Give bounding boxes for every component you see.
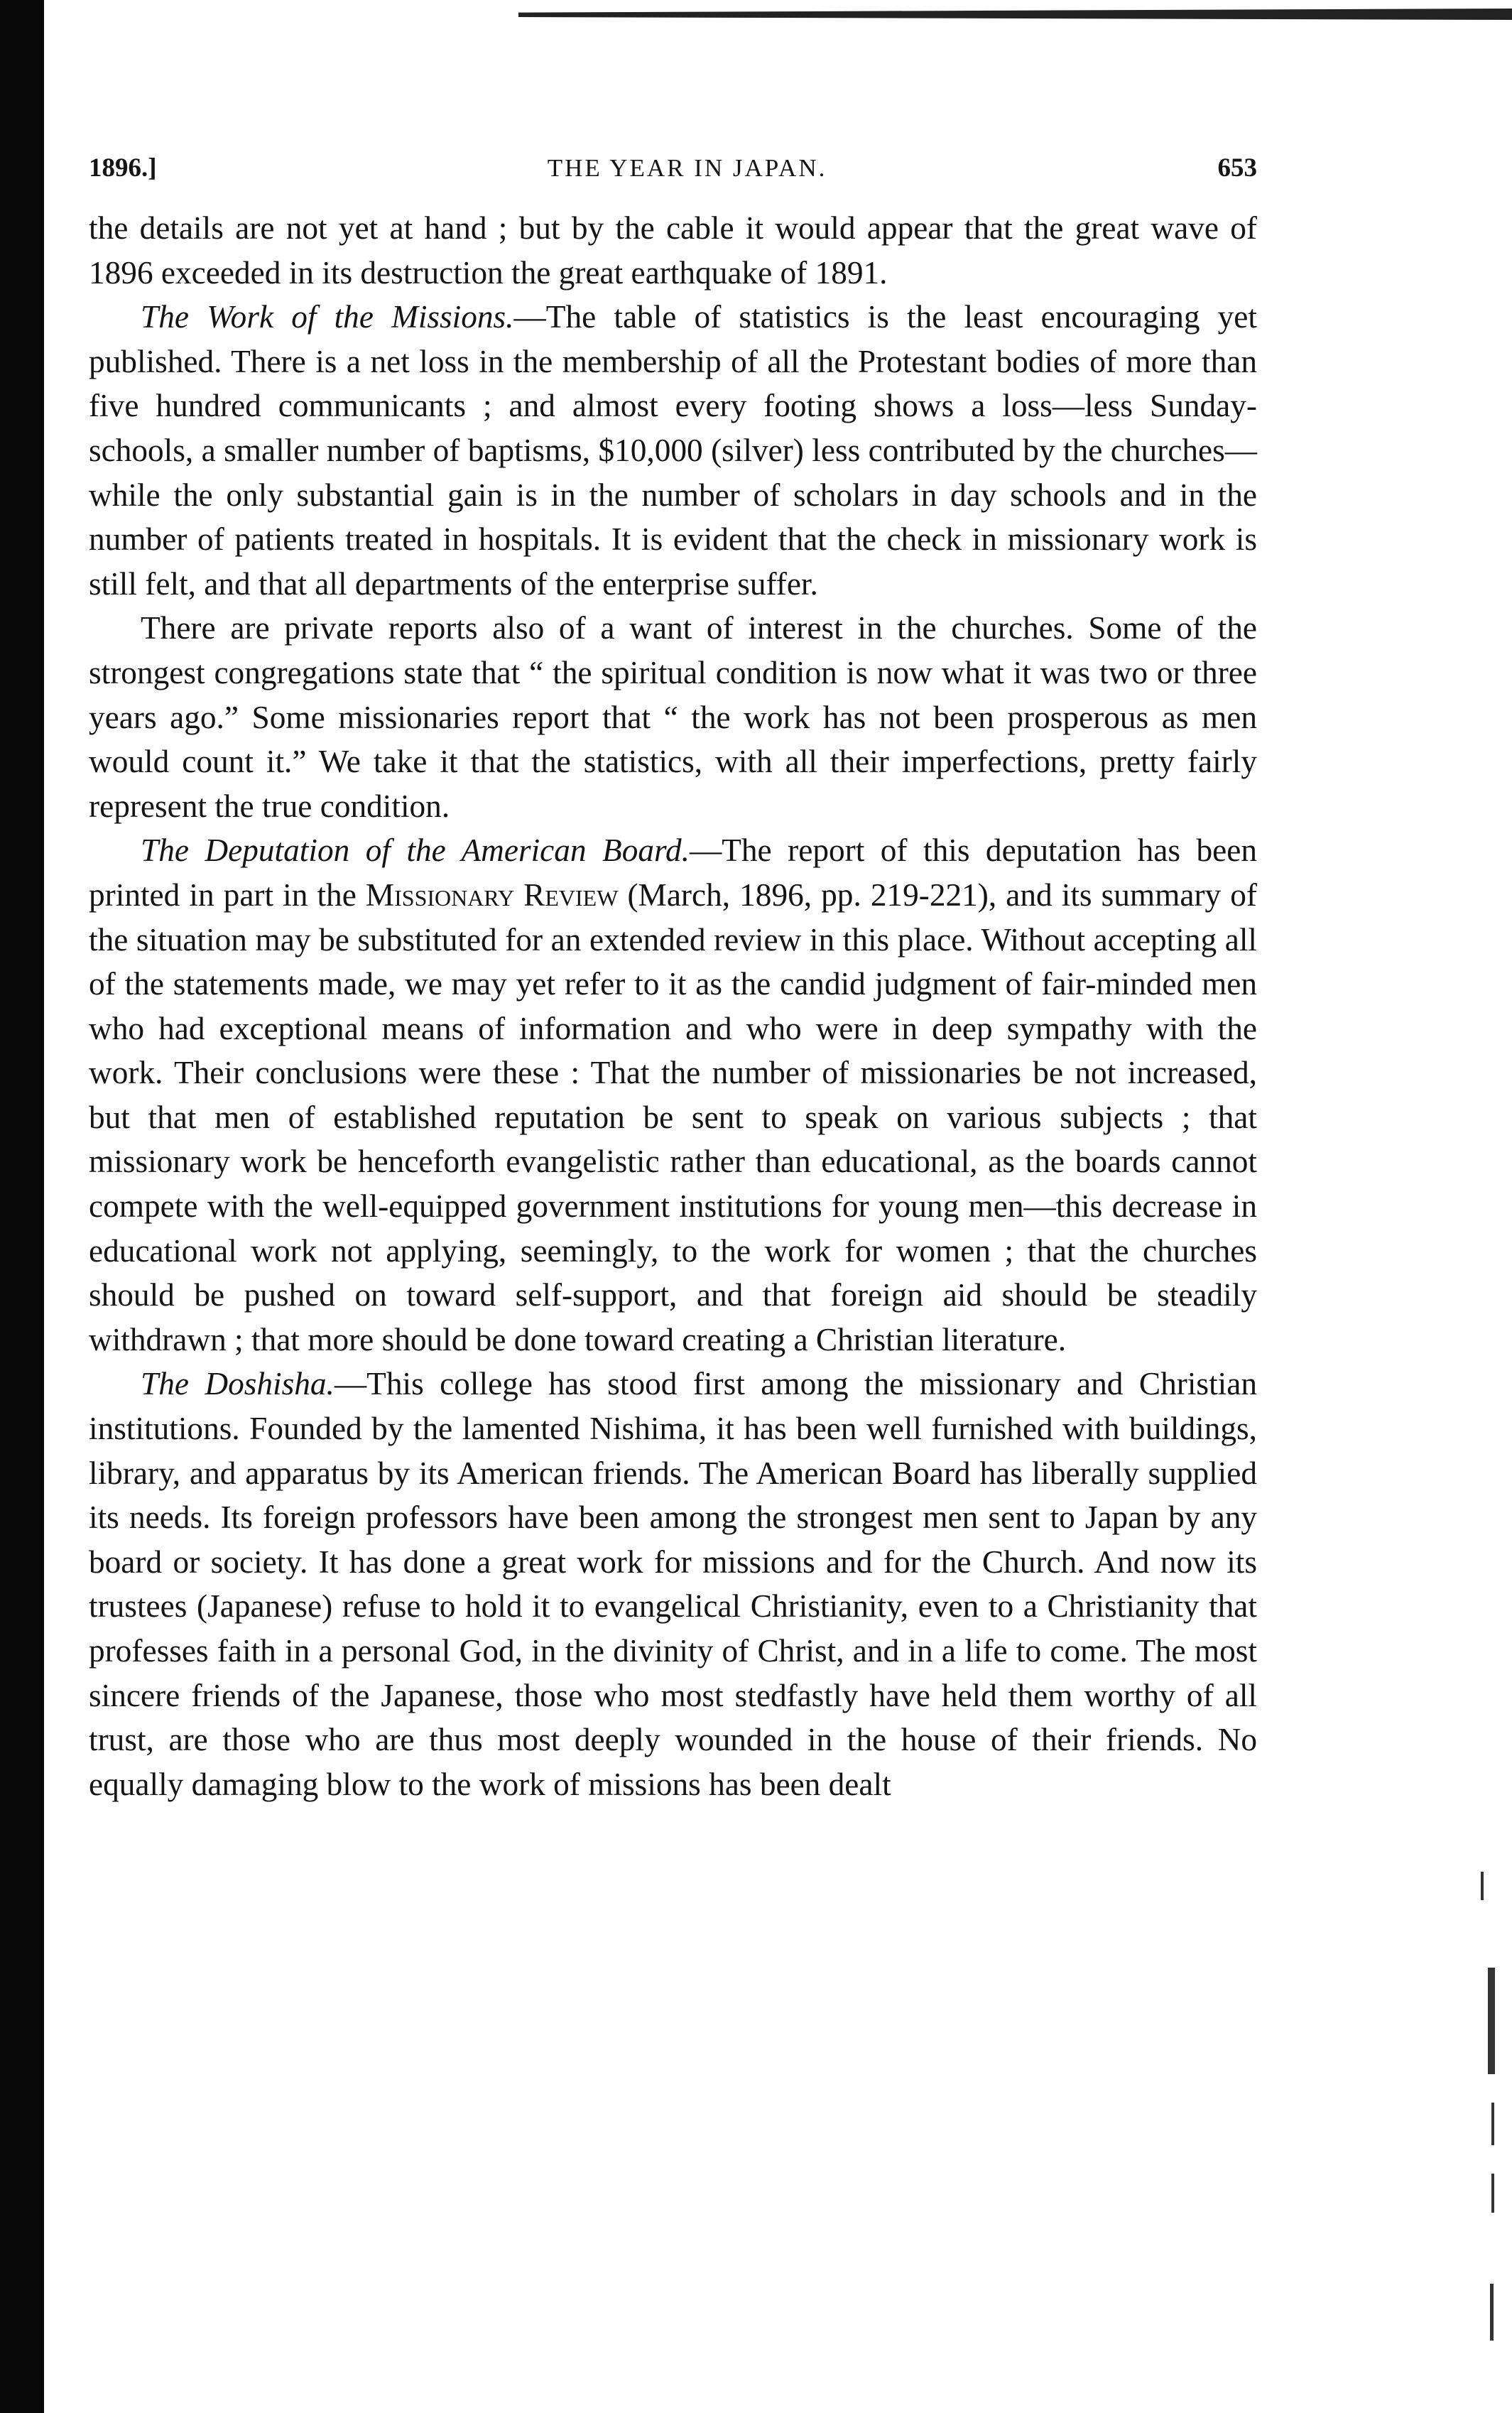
document-page: [89, 153, 1257, 1806]
section-heading: The Doshisha.: [141, 1366, 335, 1402]
header-year: 1896.]: [89, 153, 157, 183]
page-number: 653: [1217, 153, 1257, 183]
paragraph-text: —The report of this deputation has been printed in part in the: [89, 833, 1258, 913]
body-text: [89, 206, 1257, 1806]
paragraph-text: —This college has stood first among the missionary and Christian institutions. Founded by the lamented Nishima, it has been well furnished with buildings, library, and apparatus by its American friends. The American Board has liberally supplied its needs. Its foreign professors have been among the strongest men sent to Japan by any board or society. It has done a great work for missions and for the Church. And now its trustees (Japanese) refuse to hold it to evangelical Christianity, even to a Christianity that professes faith in a personal God, in the divinity of Christ, and in a life to come. The most sincere friends of the Japanese, those who most stedfastly have held them worthy of all trust, are those who are thus most deeply wounded in the house of their friends. No equally damaging blow to the work of missions has been dealt: [89, 1366, 1257, 1802]
paragraph-deputation: [89, 828, 1257, 1362]
margin-mark: [1481, 1872, 1484, 1900]
paragraph-text: —The table of statistics is the least encouraging yet published. There is a net loss in the membership of all the Protestant bodies of more than five hundred communicants ; and almost every footing shows a loss—less Sunday-schools, a smaller number of baptisms, $10,000 (silver) less contributed by the churches—while the only substantial gain is in the number of scholars in day schools and in the number of patients treated in hospitals. It is evident that the check in missionary work is still felt, and that all departments of the enterprise suffer.: [89, 299, 1257, 602]
paragraph-text: There are private reports also of a want of interest in the churches. Some of the strongest congregations state that “ the spiritual condition is now what it was two or three years ago.” Some missionaries report that “ the work has not been prosperous as men would count it.” We take it that the statistics, with all their imperfections, pretty fairly represent the true condition.: [89, 610, 1257, 824]
margin-mark: [1488, 1968, 1495, 2074]
paragraph-private-reports: [89, 606, 1257, 828]
margin-mark: [1491, 2174, 1494, 2213]
section-heading: The Deputation of the American Board.: [141, 833, 690, 869]
top-scan-rule: [518, 9, 1512, 20]
review-name: Missionary Review: [365, 877, 619, 913]
paragraph-continuation: [89, 206, 1257, 295]
running-head: [89, 153, 1257, 183]
paragraph-doshisha: [89, 1362, 1257, 1806]
paragraph-text: (March, 1896, pp. 219-221), and its summary of the situation may be substituted for an extended review in this place. Without accepting all of the statements made, we may yet refer to it as the candid judgment of fair-minded men who had exceptional means of information and who were in deep sympathy with the work. Their conclusions were these : That the number of missionaries be not increased, but that men of established reputation be sent to speak on various subjects ; that missionary work be henceforth evangelistic rather than educational, as the boards cannot compete with the well-equipped government institutions for young men—this decrease in educational work not applying, seemingly, to the work for women ; that the churches should be pushed on toward self-support, and that foreign aid should be steadily withdrawn ; that more should be done toward creating a Christian literature.: [89, 877, 1257, 1357]
margin-mark: [1490, 2284, 1494, 2341]
header-title: THE YEAR IN JAPAN.: [547, 154, 827, 182]
margin-mark: [1491, 2103, 1494, 2145]
page-binding-edge: [0, 0, 44, 2413]
paragraph-work-of-missions: [89, 295, 1257, 606]
paragraph-text: the details are not yet at hand ; but by the cable it would appear that the great wave of 1896 exceeded in its destruction the great earthquake of 1891.: [89, 210, 1257, 291]
section-heading: The Work of the Missions.: [141, 299, 514, 335]
